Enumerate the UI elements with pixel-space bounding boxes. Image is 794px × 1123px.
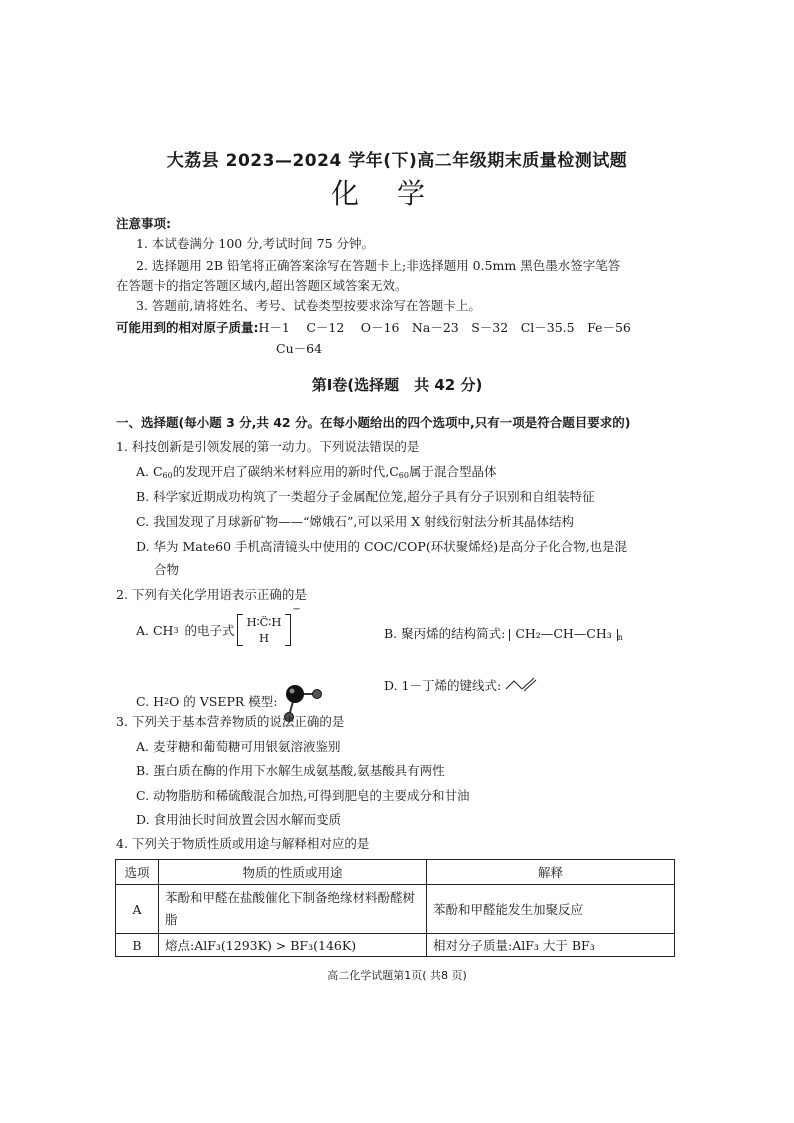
table-row [116,885,675,934]
q2-option-d [384,676,537,694]
q3-option-c: C. 动物脂肪和稀硫酸混合加热,可得到肥皂的主要成分和甘油 [136,788,470,803]
butene-skeletal-formula-icon [505,677,537,693]
atomic-mass-values: H－1 C－12 O－16 Na－23 S－32 Cl－35.5 Fe－56 [258,320,631,335]
note-item-2-cont: 在答题卡的指定答题区域内,超出答题区域答案无效。 [116,278,408,293]
q4-stem: 4. 下列关于物质性质或用途与解释相对应的是 [116,836,370,851]
row-b-option: B [116,934,159,957]
q4-table [115,859,675,957]
q1-option-d-cont: 合物 [154,562,180,577]
section-title: 第Ⅰ卷(选择题 共 42 分) [311,376,483,394]
q2-a-label: A. CH [136,622,174,638]
q3-stem: 3. 下列关于基本营养物质的说法正确的是 [116,714,345,729]
atomic-masses-line2: Cu－64 [276,341,323,356]
table-header-row [116,860,675,885]
bracket-left-bar [509,629,515,641]
q1-a-sub1: 60 [162,471,173,480]
q3-option-d: D. 食用油长时间放置会因水解而变质 [136,812,342,827]
q3-option-a: A. 麦芽糖和葡萄糖可用银氨溶液鉴别 [136,739,341,754]
q2-c-label: C. H [136,693,164,709]
note-item-2: 2. 选择题用 2B 铅笔将正确答案涂写在答题卡上;非选择题用 0.5mm 黑色墨水签字笔答 [136,258,621,273]
atomic-masses-line [116,318,631,336]
q1-a-pre: A. C [136,464,163,479]
note-item-3: 3. 答题前,请将姓名、考号、试卷类型按要求涂写在答题卡上。 [136,298,481,313]
q2-a-sub: 3 [173,625,179,635]
row-a-option: A [116,885,159,934]
q1-option-d: D. 华为 Mate60 手机高清镜头中使用的 COC/COP(环状聚烯烃)是高分子化合物,也是混 [136,539,628,554]
q1-option-b: B. 科学家近期成功构筑了一类超分子金属配位笼,超分子具有分子识别和自组装特征 [136,489,595,504]
row-a-explanation: 苯酚和甲醛能发生加聚反应 [427,885,675,934]
polypropylene-formula: CH₂—CH—CH₃ [515,626,612,641]
row-b-explanation: 相对分子质量:AlF₃ 大于 BF₃ [427,934,675,957]
q2-b-text: B. 聚丙烯的结构简式: [384,626,506,641]
table-header-option: 选项 [116,860,159,885]
part-heading: 一、选择题(每小题 3 分,共 42 分。在每小题给出的四个选项中,只有一项是符合题目要求的) [116,415,631,430]
q1-a-mid: 的发现开启了碳纳米材料应用的新时代,C [172,464,399,479]
page-footer: 高二化学试题第1页( 共8 页) [327,969,467,982]
q2-d-text: D. 1－丁烯的键线式: [384,678,502,693]
q2-option-a [136,604,301,646]
q1-option-a [136,462,496,480]
row-a-property: 苯酚和甲醛在盐酸催化下制备绝缘材料酚醛树脂 [159,885,427,934]
electron-formula-charge: − [292,604,301,615]
table-row [116,934,675,957]
exam-title: 大荔县 2023—2024 学年(下)高二年级期末质量检测试题 [166,151,628,171]
notes-heading: 注意事项: [116,216,171,231]
table-header-property: 物质的性质或用途 [159,860,427,885]
electron-formula-bottom: H [258,631,269,645]
q2-c-text: O 的 VSEPR 模型: [169,694,278,709]
q2-a-text: 的电子式 [184,623,235,638]
q2-c-sub: 2 [163,696,170,706]
polymer-n: n [617,633,623,642]
q1-option-c: C. 我国发现了月球新矿物——“嫦娥石”,可以采用 X 射线衍射法分析其晶体结构 [136,514,575,529]
electron-formula-top: H∶C̈∶H [246,615,282,629]
q3-option-b: B. 蛋白质在酶的作用下水解生成氨基酸,氨基酸具有两性 [136,763,445,778]
atomic-mass-label: 可能用到的相对原子质量: [116,320,259,335]
row-b-property: 熔点:AlF₃(1293K) > BF₃(146K) [159,934,427,957]
subject-title: 化学 [330,177,463,210]
right-bracket [285,614,291,646]
q1-stem: 1. 科技创新是引领发展的第一动力。下列说法错误的是 [116,439,420,454]
q1-a-post: 属于混合型晶体 [408,464,497,479]
q2-stem: 2. 下列有关化学用语表示正确的是 [116,587,307,602]
note-item-1: 1. 本试卷满分 100 分,考试时间 75 分钟。 [136,236,375,251]
q2-option-b [384,624,623,642]
table-header-explanation: 解释 [427,860,675,885]
q1-a-sub2: 60 [398,471,409,480]
electron-formula [237,614,292,646]
